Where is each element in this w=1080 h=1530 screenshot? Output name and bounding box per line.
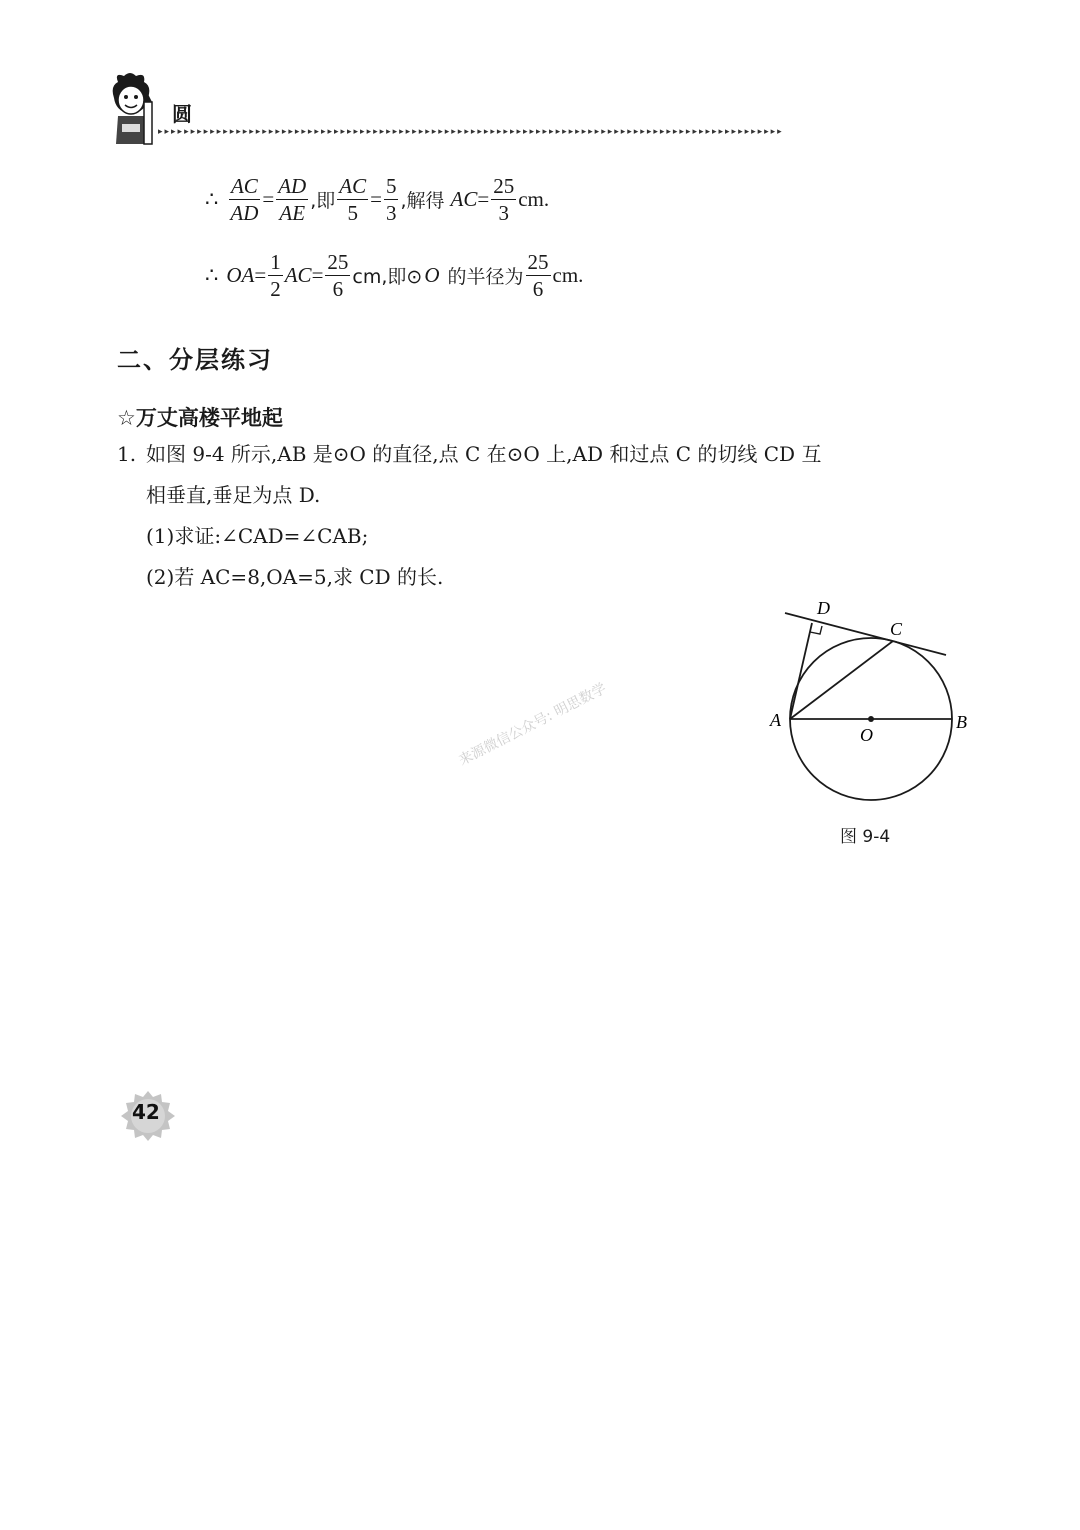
fraction-25-6: $\frac{25}{6}$ [327,250,349,302]
fraction-25-3: $\frac{25}{3}$ [493,174,515,226]
problem-line-1: 如图 9-4 所示,AB 是⊙O 的直径,点 C 在⊙O 上,AD 和过点 C 的切线 CD 互 [146,442,822,466]
watermark: 来源微信公众号: 明思数学 [456,680,610,769]
center-point-o [868,716,874,722]
fraction-ac-5: $\frac{AC}{5}$ [339,174,367,226]
fraction-25-6-b: $\frac{25}{6}$ [527,250,549,302]
header-arrow-rule: ▸▸▸▸▸▸▸▸▸▸▸▸▸▸▸▸▸▸▸▸▸▸▸▸▸▸▸▸▸▸▸▸▸▸▸▸▸▸▸▸▸▸▸▸▸▸▸▸▸▸▸▸▸▸▸▸▸▸▸▸▸▸▸▸▸▸▸▸▸▸▸▸▸▸▸▸▸▸▸▸▸▸▸▸▸▸▸▸▸▸▸▸▸▸▸▸ [158,127,784,137]
mascot-icon [100,72,162,148]
label-a: A [770,710,781,730]
figure-9-4 [760,595,980,820]
label-c: C [890,619,903,639]
label-d: D [817,598,830,618]
solution-line-2: ∴ OA = $\frac{1}{2}$ AC = $\frac{25}{6}$ cm,即⊙ O 的半径为 $\frac{25}{6}$ cm. [205,250,584,302]
section-title: 二、分层练习 [117,346,273,374]
label-o: O [860,725,873,745]
therefore-symbol: ∴ [205,187,219,212]
problem-part-2: (2)若 AC=8,OA=5,求 CD 的长. [146,565,444,589]
subsection-title: ☆万丈高楼平地起 [117,406,283,430]
fraction-5-3: $\frac{5}{3}$ [385,174,397,226]
problem-line-2: 相垂直,垂足为点 D. [146,483,321,507]
label-b: B [956,712,967,732]
solution-line-1: ∴ $\frac{AC}{AD}$ = $\frac{AD}{AE}$ ,即 $\frac{AC}{5}$ = $\frac{5}{3}$ ,解得 AC = $\frac{25}{3}$ cm. [205,174,550,226]
problem-part-1: (1)求证:∠CAD=∠CAB; [146,524,369,548]
chapter-title: 圆 [172,102,192,126]
fraction-1-2: $\frac{1}{2}$ [270,250,281,302]
fraction-ad-ae: $\frac{AD}{AE}$ [278,174,307,226]
page-number: 42 [132,1100,160,1124]
figure-caption: 图 9-4 [840,827,891,847]
problem-number: 1. [117,442,137,466]
fraction-ac-ad: $\frac{AC}{AD}$ [230,174,259,226]
